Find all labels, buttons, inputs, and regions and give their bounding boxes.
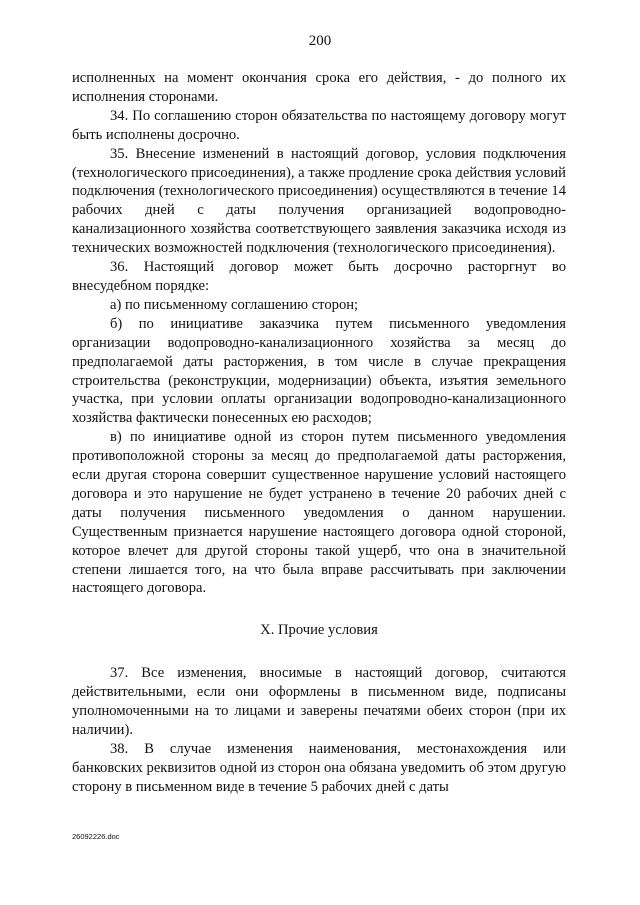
document-body <box>72 69 566 797</box>
paragraph-36: 36. Настоящий договор может быть досрочно расторгнут во внесудебном порядке: <box>72 259 566 294</box>
paragraph-36-a: а) по письменному соглашению сторон; <box>110 296 359 313</box>
file-name-footer: 26092226.doc <box>72 832 120 841</box>
paragraph-37: 37. Все изменения, вносимые в настоящий договор, считаются действительными, если они оформлены в письменном виде, подписаны уполномоченными на то лицами и заверены печатями обеих сторон (при их наличии). <box>72 665 566 738</box>
paragraph-38: 38. В случае изменения наименования, местонахождения или банковских реквизитов одной из сторон она обязана уведомить об этом другую сторону в письменном виде в течение 5 рабочих дней с даты <box>72 740 566 795</box>
paragraph-36-b: б) по инициативе заказчика путем письменного уведомления организации водопроводно-канализационного хозяйства за месяц до предполагаемой даты расторжения, в том числе в случае прекращения строительства (реконструкции, модернизации) объекта, изъятия земельного участка, при условии оплаты организации водопроводно-канализационного хозяйства фактически понесенных ею расходов; <box>72 315 566 427</box>
section-heading: X. Прочие условия <box>260 622 378 639</box>
paragraph-35: 35. Внесение изменений в настоящий договор, условия подключения (технологического присоединения), а также продление срока действия условий подключения (технологического присоединения) осуществляются в течение 14 рабочих дней с даты получения организацией водопроводно-канализационного хозяйства соответствующего заявления заказчика исходя из технических возможностей подключения (технологического присоединения). <box>72 145 566 257</box>
paragraph-continuation: исполненных на момент окончания срока его действия, - до полного их исполнения сторонами. <box>72 70 566 105</box>
paragraph-36-v: в) по инициативе одной из сторон путем письменного уведомления противоположной стороны за месяц до предполагаемой даты расторжения, если другая сторона совершит существенное нарушение условий настоящего договора и это нарушение не будет устранено в течение 20 рабочих дней с даты получения письменного уведомления о данном нарушении. Существенным признается нарушение настоящего договора одной стороной, которое влечет для другой стороны такой ущерб, что она в значительной степени лишается того, на что была вправе рассчитывать при заключении настоящего договора. <box>72 429 566 597</box>
page-number: 200 <box>308 33 332 49</box>
paragraph-34: 34. По соглашению сторон обязательства по настоящему договору могут быть исполнены досрочно. <box>72 107 566 143</box>
